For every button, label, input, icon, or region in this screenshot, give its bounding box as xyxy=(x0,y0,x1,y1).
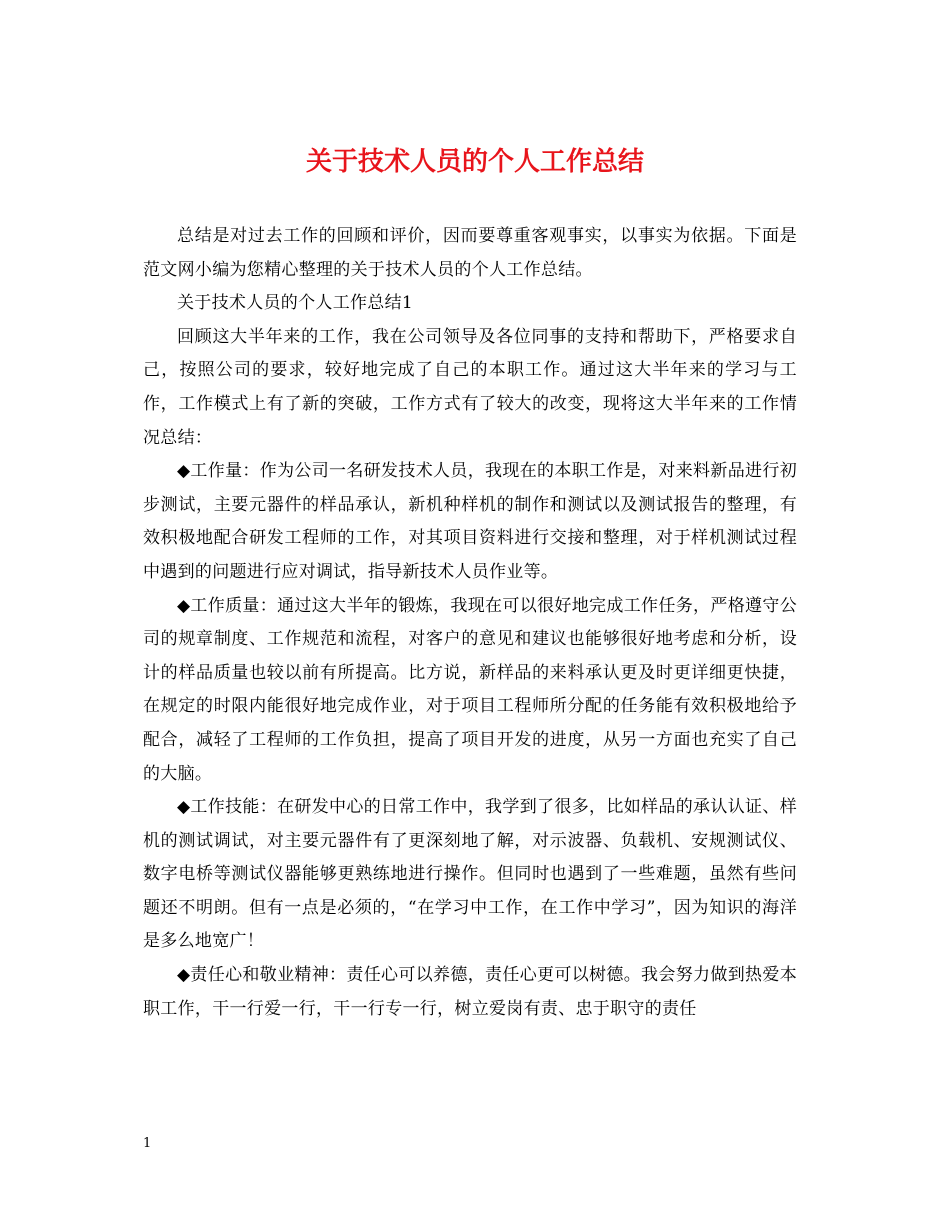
paragraph-intro: 总结是对过去工作的回顾和评价，因而要尊重客观事实，以事实为依据。下面是范文网小编为您精心整理的关于技术人员的个人工作总结。 xyxy=(143,226,797,280)
paragraph-review: 回顾这大半年来的工作，我在公司领导及各位同事的支持和帮助下，严格要求自己，按照公司的要求，较好地完成了自己的本职工作。通过这大半年来的学习与工作，工作模式上有了新的突破，工作方式有了较大的改变，现将这大半年来的工作情况总结： xyxy=(143,326,797,448)
paragraph-work-skills: ◆工作技能：在研发中心的日常工作中，我学到了很多，比如样品的承认认证、样机的测试调试，对主要元器件有了更深刻地了解，对示波器、负载机、安规测试仪、数字电桥等测试仪器能够更熟练地进行操作。但同时也遇到了一些难题，虽然有些问题还不明朗。但有一点是必须的，“在学习中工作，在工作中学习”，因为知识的海洋是多么地宽广！ xyxy=(143,797,797,952)
section-heading: 关于技术人员的个人工作总结1 xyxy=(177,293,414,314)
paragraph-responsibility: ◆责任心和敬业精神：责任心可以养德，责任心更可以树德。我会努力做到热爱本职工作，干一行爱一行，干一行专一行，树立爱岗有责、忠于职守的责任 xyxy=(143,965,797,1019)
document-title: 关于技术人员的个人工作总结 xyxy=(305,147,644,177)
document-body xyxy=(143,220,797,1026)
paragraph-workload: ◆工作量：作为公司一名研发技术人员，我现在的本职工作是，对来料新品进行初步测试，主要元器件的样品承认，新机种样机的制作和测试以及测试报告的整理，有效积极地配合研发工程师的工作，对其项目资料进行交接和整理，对于样机测试过程中遇到的问题进行应对调试，指导新技术人员作业等。 xyxy=(143,461,797,582)
page-number: 1 xyxy=(143,1136,152,1151)
paragraph-work-quality: ◆工作质量：通过这大半年的锻炼，我现在可以很好地完成工作任务，严格遵守公司的规章制度、工作规范和流程，对客户的意见和建议也能够很好地考虑和分析，设计的样品质量也较以前有所提高。比方说，新样品的来料承认更及时更详细更快捷，在规定的时限内能很好地完成作业，对于项目工程师所分配的任务能有效积极地给予配合，减轻了工程师的工作负担，提高了项目开发的进度，从另一方面也充实了自己的大脑。 xyxy=(143,595,797,784)
